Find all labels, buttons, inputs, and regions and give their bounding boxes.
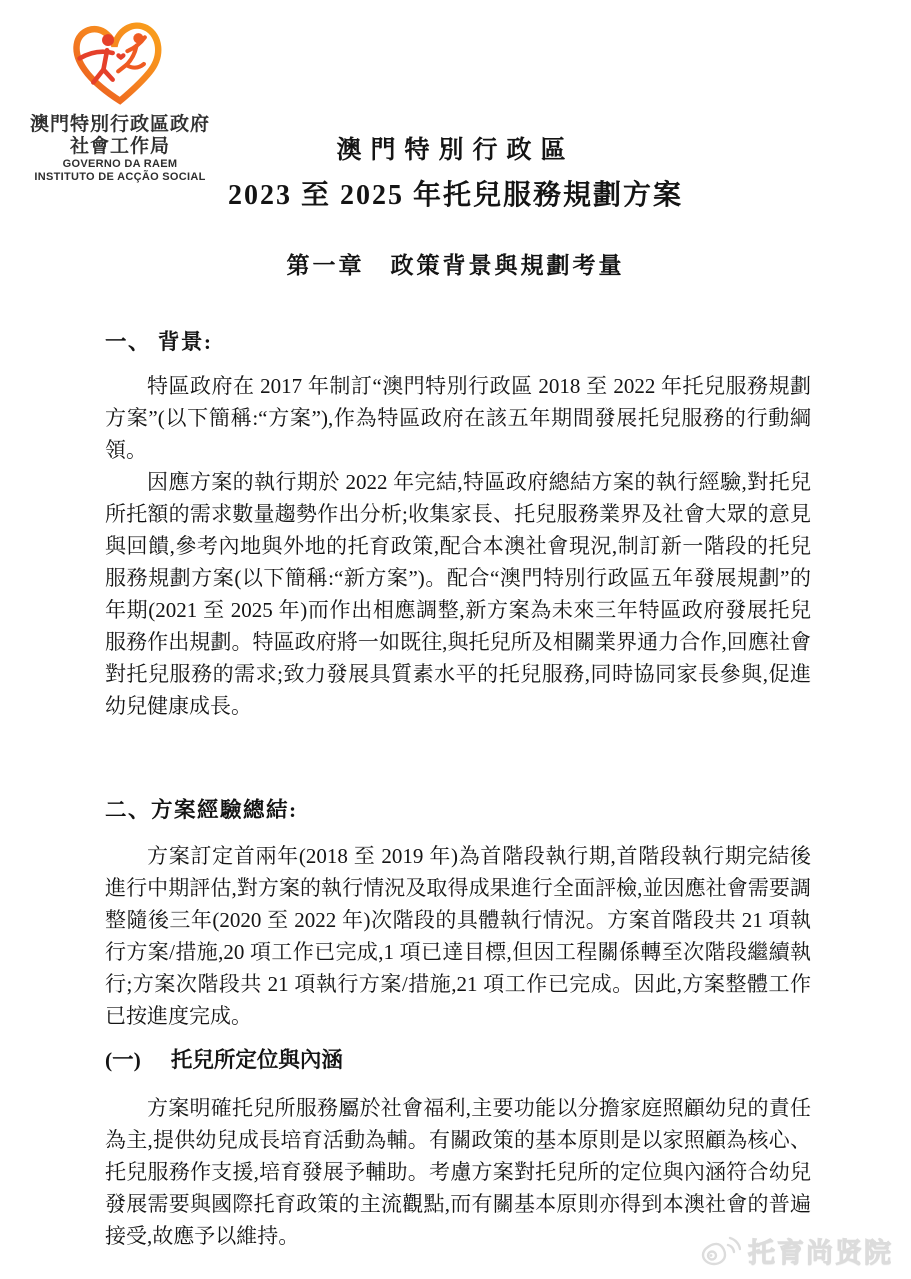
section-1-paragraph-2: 因應方案的執行期於 2022 年完結,特區政府總結方案的執行經驗,對托兒所托額的需求數量趨勢作出分析;收集家長、托兒服務業界及社會大眾的意見與回饋,參考內地與外地的托育政策,配合本澳社會現況,制訂新一階段的托兒服務規劃方案(以下簡稱:“新方案”)。配合“澳門特別行政區五年發展規劃”的年期(2021 至 2025 年)而作出相應調整,新方案為未來三年特區政府發展托兒服務作出規劃。特區政府將一如既往,與托兒所及相關業界通力合作,回應社會對托兒服務的需求;致力發展具質素水平的托兒服務,同時協同家長參與,促進幼兒健康成長。 (105, 470, 811, 718)
chapter-heading: 第一章 政策背景與規劃考量 (286, 253, 625, 278)
watermark-text: 托育尚贤院 (748, 1238, 893, 1268)
section-2-heading: 二、方案經驗總結: (105, 798, 298, 822)
document-title-line1: 澳門特別行政區 (336, 137, 575, 164)
agency-name-zh-line2: 社會工作局 (69, 136, 170, 157)
weibo-icon (701, 1235, 741, 1267)
agency-name-zh-line1: 澳門特別行政區政府 (29, 114, 210, 135)
section-1-heading: 一、 背景: (105, 330, 213, 354)
subsection-1-paragraph-1: 方案明確托兒所服務屬於社會福利,主要功能以分擔家庭照顧幼兒的責任為主,提供幼兒成長培育活動為輔。有關政策的基本原則是以家照顧為核心、托兒服務作支援,培育發展予輔助。考慮方案對托兒所的定位與內涵符合幼兒發展需要與國際托育政策的主流觀點,而有關基本原則亦得到本澳社會的普遍接受,故應予以維持。 (105, 1096, 811, 1248)
section-1-paragraph-1: 特區政府在 2017 年制訂“澳門特別行政區 2018 至 2022 年托兒服務規劃方案”(以下簡稱:“方案”),作為特區政府在該五年期間發展托兒服務的行動綱領。 (105, 374, 811, 462)
agency-name-pt-line2: INSTITUTO DE ACÇÃO SOCIAL (34, 171, 206, 183)
watermark (701, 1231, 893, 1270)
heart-figures-logo-icon (64, 18, 176, 110)
subsection-1-title: 托兒所定位與內涵 (170, 1048, 343, 1072)
document-body (105, 326, 811, 1252)
subsection-1-number: (一) (105, 1048, 141, 1072)
subsection-1-heading (105, 1044, 811, 1076)
document-title-line2: 2023 至 2025 年托兒服務規劃方案 (227, 180, 683, 211)
section-2-paragraph-1: 方案訂定首兩年(2018 至 2019 年)為首階段執行期,首階段執行期完結後進行中期評估,對方案的執行情況及取得成果進行全面評檢,並因應社會需要調整隨後三年(2020 至 2022 年)次階段的具體執行情況。方案首階段共 21 項執行方案/措施,20 項工作已完成,1 項已達目標,但因工程關係轉至次階段繼續執行;方案次階段共 21 項執行方案/措施,21 項工作已完成。因此,方案整體工作已按進度完成。 (105, 844, 811, 1028)
document-title (0, 130, 911, 213)
agency-name-pt-line1: GOVERNO DA RAEM (62, 158, 178, 170)
